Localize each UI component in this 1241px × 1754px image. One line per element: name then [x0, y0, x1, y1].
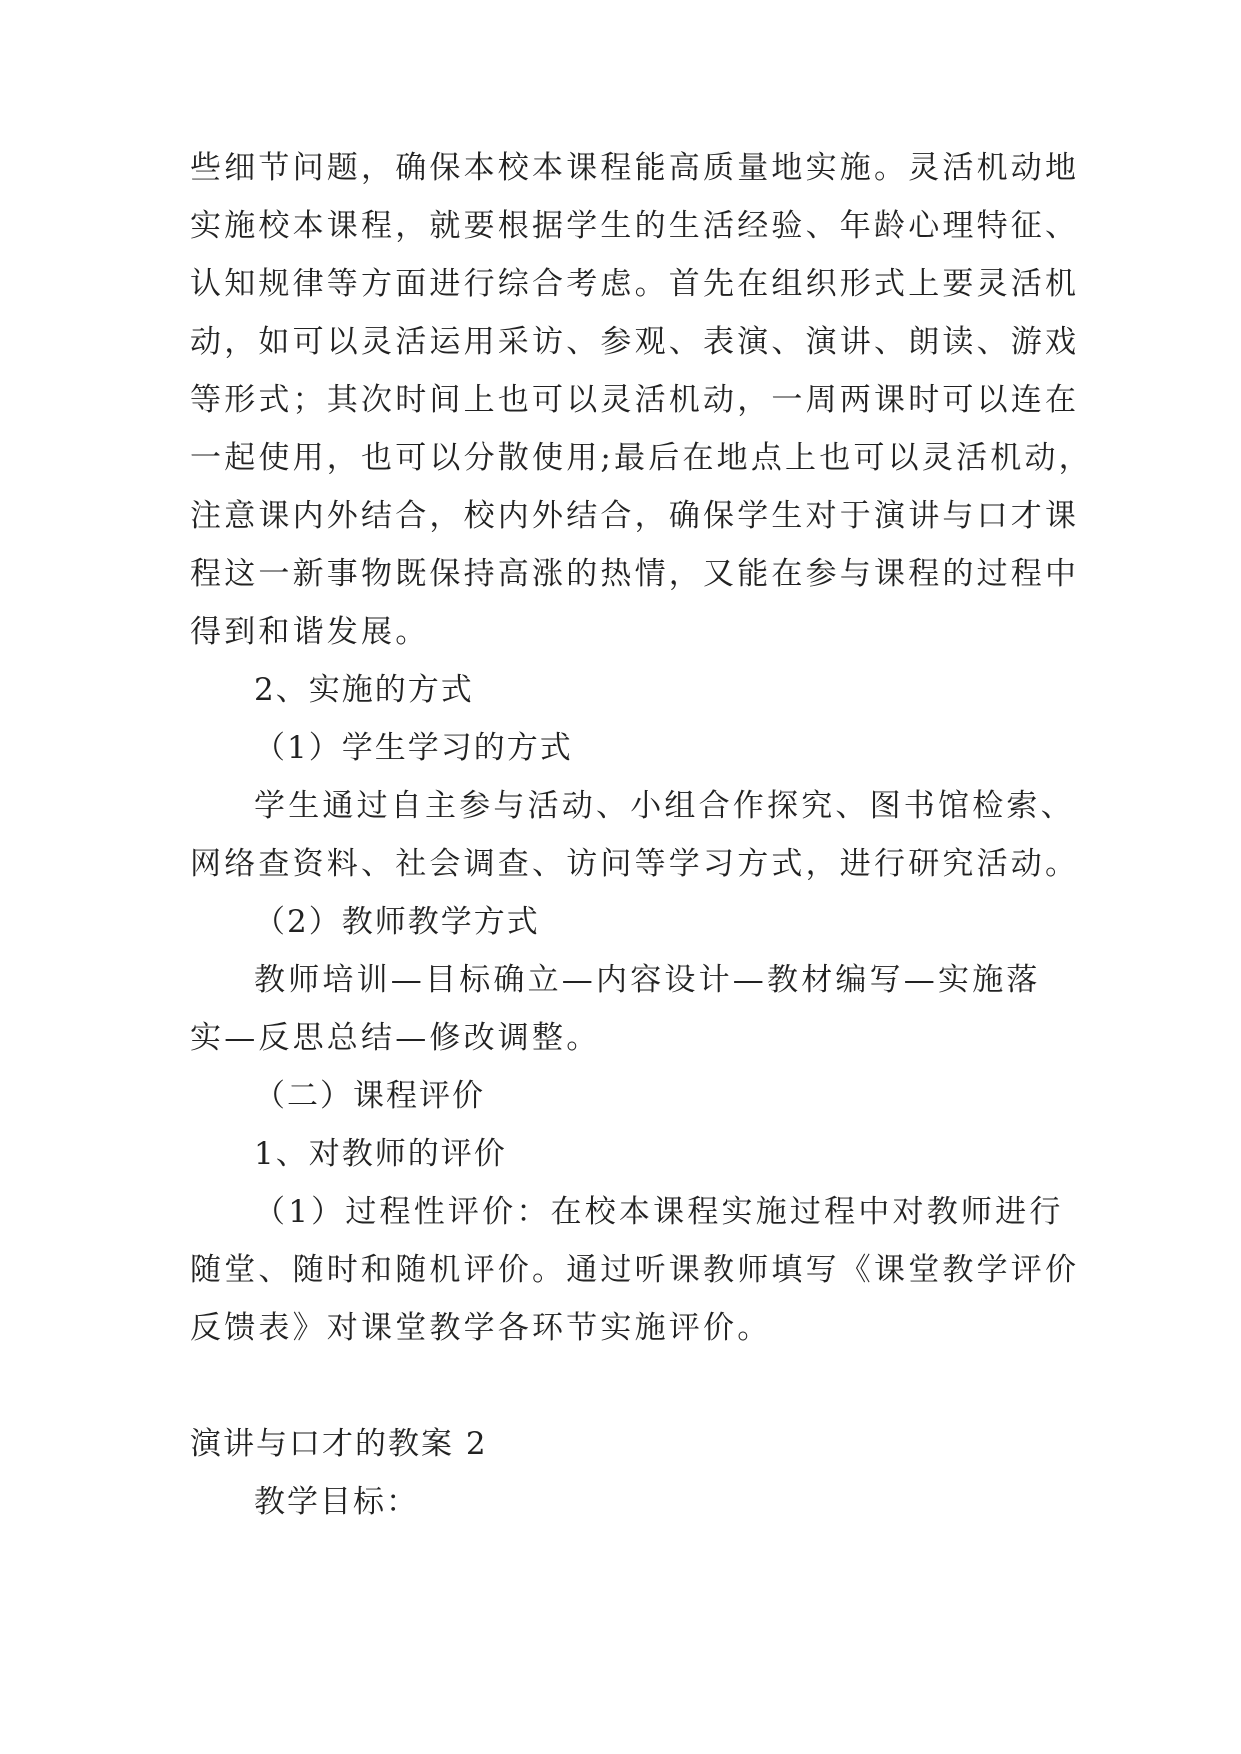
paragraph-line: 程这一新事物既保持高涨的热情，又能在参与课程的过程中: [190, 556, 1080, 592]
paragraph-line: 些细节问题，确保本校本课程能高质量地实施。灵活机动地: [190, 150, 1080, 186]
paragraph-line: 学生通过自主参与活动、小组合作探究、图书馆检索、: [254, 788, 1075, 824]
paragraph-line: 得到和谐发展。: [190, 614, 430, 650]
paragraph-line: 教师培训—目标确立—内容设计—教材编写—实施落: [254, 962, 1041, 998]
subsection-heading: （1）学生学习的方式: [254, 730, 573, 766]
part-heading: （二）课程评价: [254, 1078, 485, 1114]
paragraph-line: 实施校本课程，就要根据学生的生活经验、年龄心理特征、: [190, 208, 1080, 244]
paragraph-line: 随堂、随时和随机评价。通过听课教师填写《课堂教学评价: [190, 1252, 1080, 1288]
paragraph-line: 一起使用，也可以分散使用;最后在地点上也可以灵活机动，: [190, 440, 1093, 476]
paragraph-line: 实—反思总结—修改调整。: [190, 1020, 601, 1056]
section-heading: 2、实施的方式: [254, 672, 474, 708]
paragraph-line: 等形式；其次时间上也可以灵活机动，一周两课时可以连在: [190, 382, 1080, 418]
lesson-title: 演讲与口才的教案 2: [190, 1426, 488, 1462]
paragraph-line: 注意课内外结合，校内外结合，确保学生对于演讲与口才课: [190, 498, 1080, 534]
paragraph-line: （1）过程性评价：在校本课程实施过程中对教师进行: [254, 1194, 1064, 1230]
section-heading: 1、对教师的评价: [254, 1136, 507, 1172]
objectives-label: 教学目标：: [254, 1484, 419, 1520]
paragraph-line: 网络查资料、社会调查、访问等学习方式，进行研究活动。: [190, 846, 1080, 882]
paragraph-line: 反馈表》对课堂教学各环节实施评价。: [190, 1310, 772, 1346]
subsection-heading: （2）教师教学方式: [254, 904, 540, 940]
paragraph-line: 动，如可以灵活运用采访、参观、表演、演讲、朗读、游戏: [190, 324, 1080, 360]
paragraph-line: 认知规律等方面进行综合考虑。首先在组织形式上要灵活机: [190, 266, 1080, 302]
